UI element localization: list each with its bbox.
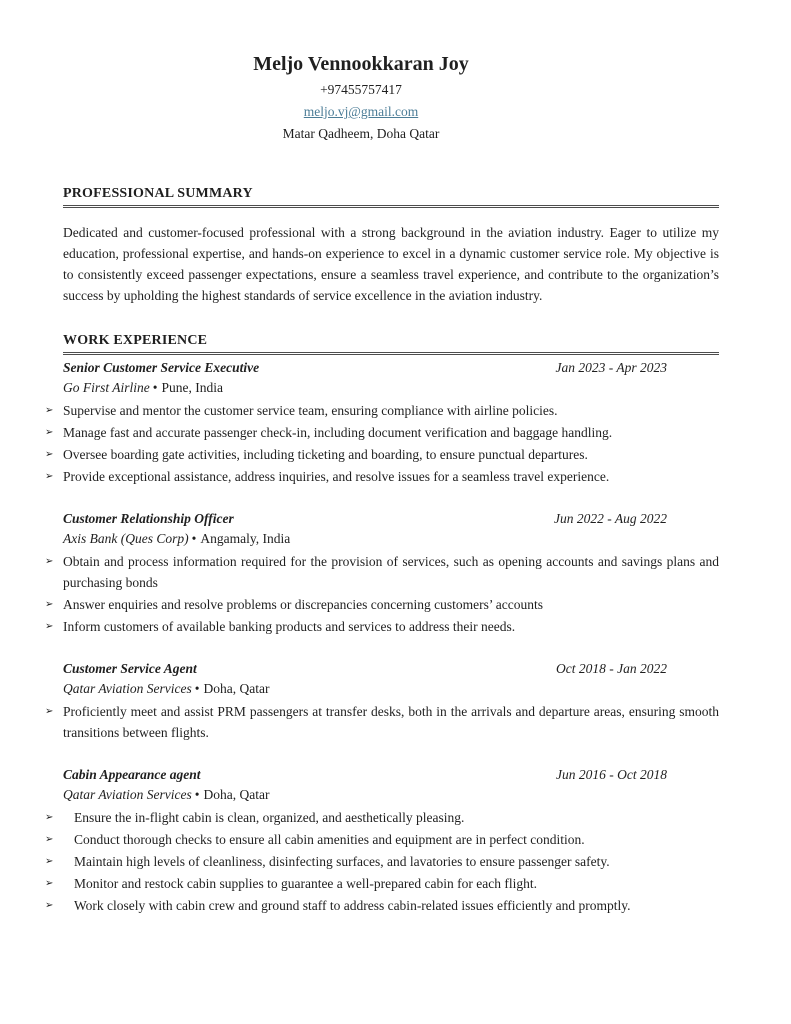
arrow-bullet-icon: ➢ bbox=[45, 621, 54, 632]
arrow-bullet-icon: ➢ bbox=[45, 706, 54, 717]
job-dates: Jun 2016 - Oct 2018 bbox=[556, 767, 667, 782]
bullet-text: Ensure the in-flight cabin is clean, organized, and aesthetically pleasing. bbox=[74, 810, 465, 825]
bullet-item bbox=[45, 594, 719, 615]
arrow-bullet-icon: ➢ bbox=[45, 856, 54, 867]
bullet-item bbox=[45, 701, 719, 743]
job-location: Pune, India bbox=[161, 380, 223, 395]
job-bullet-list bbox=[45, 701, 719, 743]
arrow-bullet-icon: ➢ bbox=[45, 900, 54, 911]
job-title: Customer Service Agent bbox=[63, 661, 197, 676]
bullet-text: Conduct thorough checks to ensure all cabin amenities and equipment are in perfect condition. bbox=[74, 832, 585, 847]
bullet-text: Proficiently meet and assist PRM passengers at transfer desks, both in the arrivals and departure areas, ensuring smooth transitions between flights. bbox=[63, 704, 719, 740]
summary-text: Dedicated and customer-focused professional with a strong background in the aviation industry. Eager to utilize my education, professional expertise, and hands-on experience to excel in a dynamic customer service role. My objective is to consistently exceed passenger expectations, ensure a seamless travel experience, and contribute to the organization’s success by upholding the highest standards of service excellence in the aviation industry. bbox=[63, 225, 719, 303]
professional-summary-section bbox=[63, 185, 719, 306]
bullet-text: Obtain and process information required for the provision of services, such as opening accounts and savings plans and purchasing bonds bbox=[63, 554, 719, 590]
bullet-item bbox=[45, 851, 719, 872]
bullet-item bbox=[45, 422, 719, 443]
job-title: Senior Customer Service Executive bbox=[63, 360, 260, 375]
job-title: Cabin Appearance agent bbox=[63, 767, 201, 782]
bullet-text: Manage fast and accurate passenger check-in, including document verification and baggage handling. bbox=[63, 425, 613, 440]
job-bullet-list bbox=[45, 400, 719, 487]
company-name: Go First Airline bbox=[63, 380, 150, 395]
work-experience-section bbox=[45, 332, 719, 916]
dot-separator: • bbox=[152, 380, 158, 395]
arrow-bullet-icon: ➢ bbox=[45, 834, 54, 845]
arrow-bullet-icon: ➢ bbox=[45, 449, 54, 460]
arrow-bullet-icon: ➢ bbox=[45, 812, 54, 823]
arrow-bullet-icon: ➢ bbox=[45, 471, 54, 482]
bullet-text: Oversee boarding gate activities, including ticketing and boarding, to ensure punctual departures. bbox=[63, 447, 588, 462]
job-title: Customer Relationship Officer bbox=[63, 511, 234, 526]
company-name: Axis Bank (Ques Corp) bbox=[63, 531, 189, 546]
bullet-item bbox=[45, 807, 719, 828]
dot-separator: • bbox=[191, 531, 197, 546]
bullet-text: Answer enquiries and resolve problems or discrepancies concerning customers’ accounts bbox=[63, 597, 543, 612]
job-entry-cabin-appearance-agent bbox=[45, 765, 719, 916]
arrow-bullet-icon: ➢ bbox=[45, 878, 54, 889]
job-entry-customer-service-agent bbox=[45, 659, 719, 743]
company-name: Qatar Aviation Services bbox=[63, 681, 192, 696]
job-dates: Jan 2023 - Apr 2023 bbox=[555, 360, 667, 375]
candidate-name: Meljo Vennookkaran Joy bbox=[253, 53, 469, 75]
email-link[interactable]: meljo.vj@gmail.com bbox=[303, 104, 419, 119]
bullet-item bbox=[45, 466, 719, 487]
bullet-text: Inform customers of available banking products and services to address their needs. bbox=[63, 619, 516, 634]
arrow-bullet-icon: ➢ bbox=[45, 427, 54, 438]
bullet-item bbox=[45, 616, 719, 637]
job-entry-senior-customer-service-executive bbox=[45, 358, 719, 487]
job-bullet-list bbox=[45, 551, 719, 637]
bullet-text: Provide exceptional assistance, address inquiries, and resolve issues for a seamless travel experience. bbox=[63, 469, 610, 484]
dot-separator: • bbox=[194, 681, 200, 696]
job-dates: Jun 2022 - Aug 2022 bbox=[554, 511, 667, 526]
job-location: Angamaly, India bbox=[200, 531, 291, 546]
job-entry-customer-relationship-officer bbox=[45, 509, 719, 637]
arrow-bullet-icon: ➢ bbox=[45, 556, 54, 567]
bullet-item bbox=[45, 873, 719, 894]
company-name: Qatar Aviation Services bbox=[63, 787, 192, 802]
address-line: Matar Qadheem, Doha Qatar bbox=[282, 126, 440, 141]
phone-number: +97455757417 bbox=[320, 82, 402, 97]
bullet-item bbox=[45, 551, 719, 593]
job-location: Doha, Qatar bbox=[203, 681, 270, 696]
bullet-item bbox=[45, 829, 719, 850]
summary-heading: PROFESSIONAL SUMMARY bbox=[63, 185, 719, 208]
bullet-item bbox=[45, 400, 719, 421]
bullet-text: Supervise and mentor the customer service team, ensuring compliance with airline policies. bbox=[63, 403, 558, 418]
arrow-bullet-icon: ➢ bbox=[45, 599, 54, 610]
job-bullet-list bbox=[45, 807, 719, 916]
experience-heading: WORK EXPERIENCE bbox=[63, 332, 719, 355]
job-location: Doha, Qatar bbox=[203, 787, 270, 802]
arrow-bullet-icon: ➢ bbox=[45, 405, 54, 416]
bullet-text: Monitor and restock cabin supplies to guarantee a well-prepared cabin for each flight. bbox=[74, 876, 537, 891]
bullet-item bbox=[45, 895, 719, 916]
contact-header bbox=[63, 52, 659, 145]
bullet-item bbox=[45, 444, 719, 465]
job-dates: Oct 2018 - Jan 2022 bbox=[556, 661, 667, 676]
bullet-text: Maintain high levels of cleanliness, disinfecting surfaces, and lavatories to ensure passenger safety. bbox=[74, 854, 610, 869]
bullet-text: Work closely with cabin crew and ground staff to address cabin-related issues efficiently and promptly. bbox=[74, 898, 631, 913]
dot-separator: • bbox=[194, 787, 200, 802]
